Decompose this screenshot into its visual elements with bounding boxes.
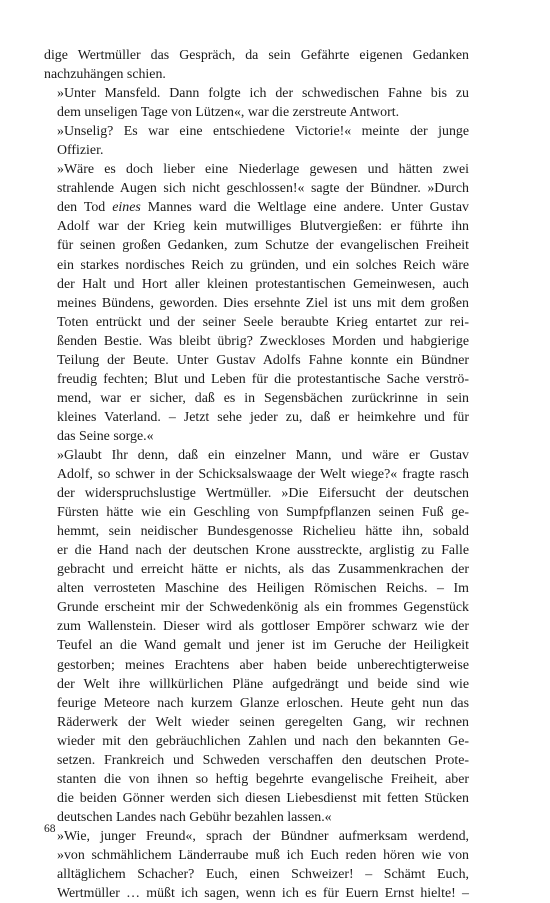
text-line: der widerspruchslustige Wertmüller. »Die Eifersucht der deutschen [57, 486, 469, 502]
text-line: »Unter Mansfeld. Dann folgte ich der schwedischen Fahne bis zu [57, 86, 469, 102]
text-line: ein starkes nordisches Reich zu gründen, und ein solches Reich wäre [57, 257, 469, 273]
text-line: Adolf war der Krieg kein mutwilliges Blutvergießen: er führte ihn [57, 219, 469, 235]
text-line: wieder mit den gebräuchlichen Zahlen und nach den bekannten Ge- [57, 733, 469, 749]
text-line: ßenden Bestie. Was bleibt übrig? Zweckloses Morden und habgierige [57, 333, 469, 349]
paragraph [44, 446, 469, 827]
text-line: »Unselig? Es war eine entschiedene Victorie!« meinte der junge [57, 124, 469, 140]
text-line: Teufel an die Wand gemalt und jener ist im Geruche der Heiligkeit [57, 638, 469, 654]
text-line: Räderwerk der Welt wieder seinen geregelten Gang, wir rechnen [57, 714, 469, 730]
text-line: hemmt, sein neidischer Bundesgenosse Richelieu hätte ihn, sobald [57, 524, 469, 540]
text-line: er die Hand nach der deutschen Krone ausstreckte, arglistig zu Falle [57, 543, 469, 559]
text-line: gestorben; meines Erachtens aber haben beide unberechtigterweise [57, 657, 469, 673]
page-number: 68 [44, 823, 56, 835]
text-line: strahlende Augen sich nicht geschlossen!« sagte der Bündner. »Durch [57, 181, 469, 197]
text-line: für seinen großen Gedanken, zum Schutze der evangelischen Freiheit [57, 238, 469, 254]
text-line: »Wäre es doch lieber eine Niederlage gewesen und hätten zwei [57, 162, 469, 178]
emphasis: eines [112, 200, 141, 216]
text-line: mend, war er sicher, daß es in Segensbächen zurückrinne in sein [57, 390, 469, 406]
text-line: der Halt und Hort aller kleinen protestantischen Gemeinwesen, auch [57, 276, 469, 292]
text-line: Teilung der Beute. Unter Gustav Adolfs Fahne konnte ein Bündner [57, 352, 469, 368]
text-line: der Welt ihre willkürlichen Pläne aufgedrängt und beide sind wie [57, 676, 469, 692]
text-line: nachzuhängen schien. [44, 67, 166, 83]
text-line: Fürsten hätte wie ein Geschling von Sumpfpflanzen seinen Fuß ge- [57, 505, 469, 521]
paragraph [44, 84, 469, 122]
text-line: meines Bündens, geworden. Dies ersehnte Ziel ist uns mit dem großen [57, 295, 469, 311]
text-line: zum Wallenstein. Dieser wird als gottloser Empörer schwarz wie der [57, 619, 469, 635]
text-line: den Tod eines Mannes ward die Weltlage eine andere. Unter Gustav [57, 200, 469, 216]
text-line: kleines Vaterland. – Jetzt sehe jeder zu, daß er heimkehre und für [57, 409, 469, 425]
text-line: Grunde erscheint mir der Schwedenkönig als ein frommes Gegenstück [57, 600, 469, 616]
paragraph [44, 122, 469, 160]
text-line: Adolf, so schwer in der Schicksalswaage der Welt wiege?« fragte rasch [57, 467, 469, 483]
text-line: Wertmüller … müßt ich sagen, wenn ich es für Euern Ernst hielte! – [57, 886, 469, 902]
paragraph [44, 46, 469, 84]
text-line: dem unseligen Tage von Lützen«, war die zerstreute Antwort. [57, 105, 400, 121]
text-line: »von schmählichem Länderraube muß ich Euch reden hören wie von [57, 847, 469, 863]
text-line: stanten die von ihnen so heftig begehrte evangelische Freiheit, aber [57, 771, 469, 787]
text-line: dige Wertmüller das Gespräch, da sein Gefährte eigenen Gedanken [44, 48, 469, 63]
text-line: Toten entrückt und der seiner Seele beraubte Krieg entartet zur rei- [57, 314, 469, 330]
paragraph [44, 827, 469, 903]
text-line: »Wie, junger Freund«, sprach der Bündner aufmerksam werdend, [57, 828, 469, 844]
text-line: setzen. Frankreich und Schweden verschaffen den deutschen Prote- [57, 752, 469, 768]
text-line: Offizier. [57, 143, 104, 159]
text-line: das Seine sorge.« [57, 428, 154, 444]
paragraph [44, 160, 469, 446]
text-line: »Glaubt Ihr denn, daß ein einzelner Mann, und wäre er Gustav [57, 447, 469, 463]
text-line: die beiden Gönner werden sich diesen Liebesdienst mit fetten Stücken [57, 790, 469, 806]
text-line: alten verrosteten Maschine des Heiligen Römischen Reichs. – Im [57, 581, 469, 597]
text-line: freudig fechten; Blut und Leben für die protestantische Sache verströ- [57, 371, 469, 387]
text-line: alltäglichem Schacher? Euch, einen Schweizer! – Schämt Euch, [57, 867, 469, 883]
page-body [44, 46, 469, 903]
text-line: feurige Meteore nach kurzem Glanze erloschen. Heute geht nun das [57, 695, 469, 711]
text-line: deutschen Landes nach Gebühr bezahlen lassen.« [57, 809, 332, 825]
text-line: gebracht und erreicht hätte er nichts, als das Zusammenkrachen der [57, 562, 469, 578]
